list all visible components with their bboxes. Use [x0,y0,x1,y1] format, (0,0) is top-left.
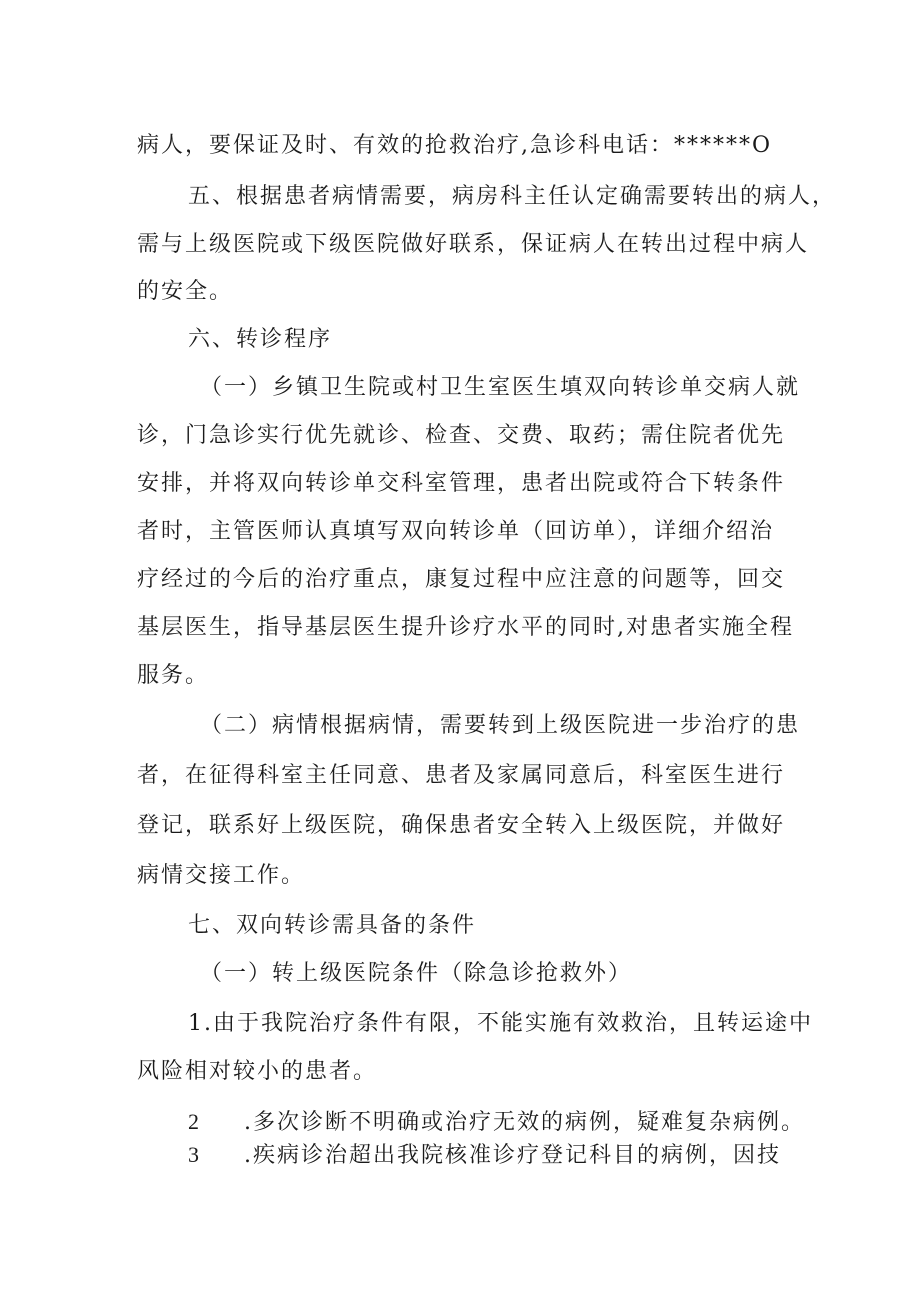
text-line: 登记，联系好上级医院，确保患者安全转入上级医院，并做好 [137,813,786,838]
text-line: 疗经过的今后的治疗重点，康复过程中应注意的问题等，回交 [137,567,786,592]
text-line: 基层医生，指导基层医生提升诊疗水平的同时,对患者实施全程 [137,615,794,640]
text-line: 病人，要保证及时、有效的抢救治疗,急诊科电话：******O [137,133,773,158]
text-line: 诊，门急诊实行优先就诊、检查、交费、取药；需住院者优先 [137,423,786,448]
text-line: 服务。 [137,663,210,688]
text-line: 者时，主管医师认真填写双向转诊单（回访单），详细介绍治 [137,519,775,544]
text-line: 需与上级医院或下级医院做好联系，保证病人在转出过程中病人 [137,232,810,257]
text-line: 病情交接工作。 [137,863,306,888]
text-line: （一）乡镇卫生院或村卫生室医生填双向转诊单交病人就 [200,375,801,400]
text-line: 1.由于我院治疗条件有限，不能实施有效救治，且转运途中 [188,1011,813,1036]
numbered-item [188,1140,781,1171]
section-heading: 六、转诊程序 [188,327,333,352]
text-line: 风险相对较小的患者。 [137,1059,378,1084]
section-heading: 七、双向转诊需具备的条件 [188,913,477,938]
item-number: 3 [188,1142,199,1167]
text-line: 者，在征得科室主任同意、患者及家属同意后，科室医生进行 [137,763,786,788]
text-line: 安排，并将双向转诊单交科室管理，患者出院或符合下转条件 [137,471,786,496]
item-text: .多次诊断不明确或治疗无效的病例，疑难复杂病例。 [244,1110,805,1135]
item-number: 2 [188,1109,199,1134]
subsection-heading: （一）转上级医院条件（除急诊抢救外） [200,961,633,986]
item-text: .疾病诊治超出我院核准诊疗登记科目的病例，因技 [244,1143,781,1168]
text-line: （二）病情根据病情，需要转到上级医院进一步治疗的患 [200,713,801,738]
text-line: 五、根据患者病情需要，病房科主任认定确需要转出的病人， [188,184,837,209]
text-line: 的安全。 [137,279,234,304]
numbered-item [188,1107,805,1138]
